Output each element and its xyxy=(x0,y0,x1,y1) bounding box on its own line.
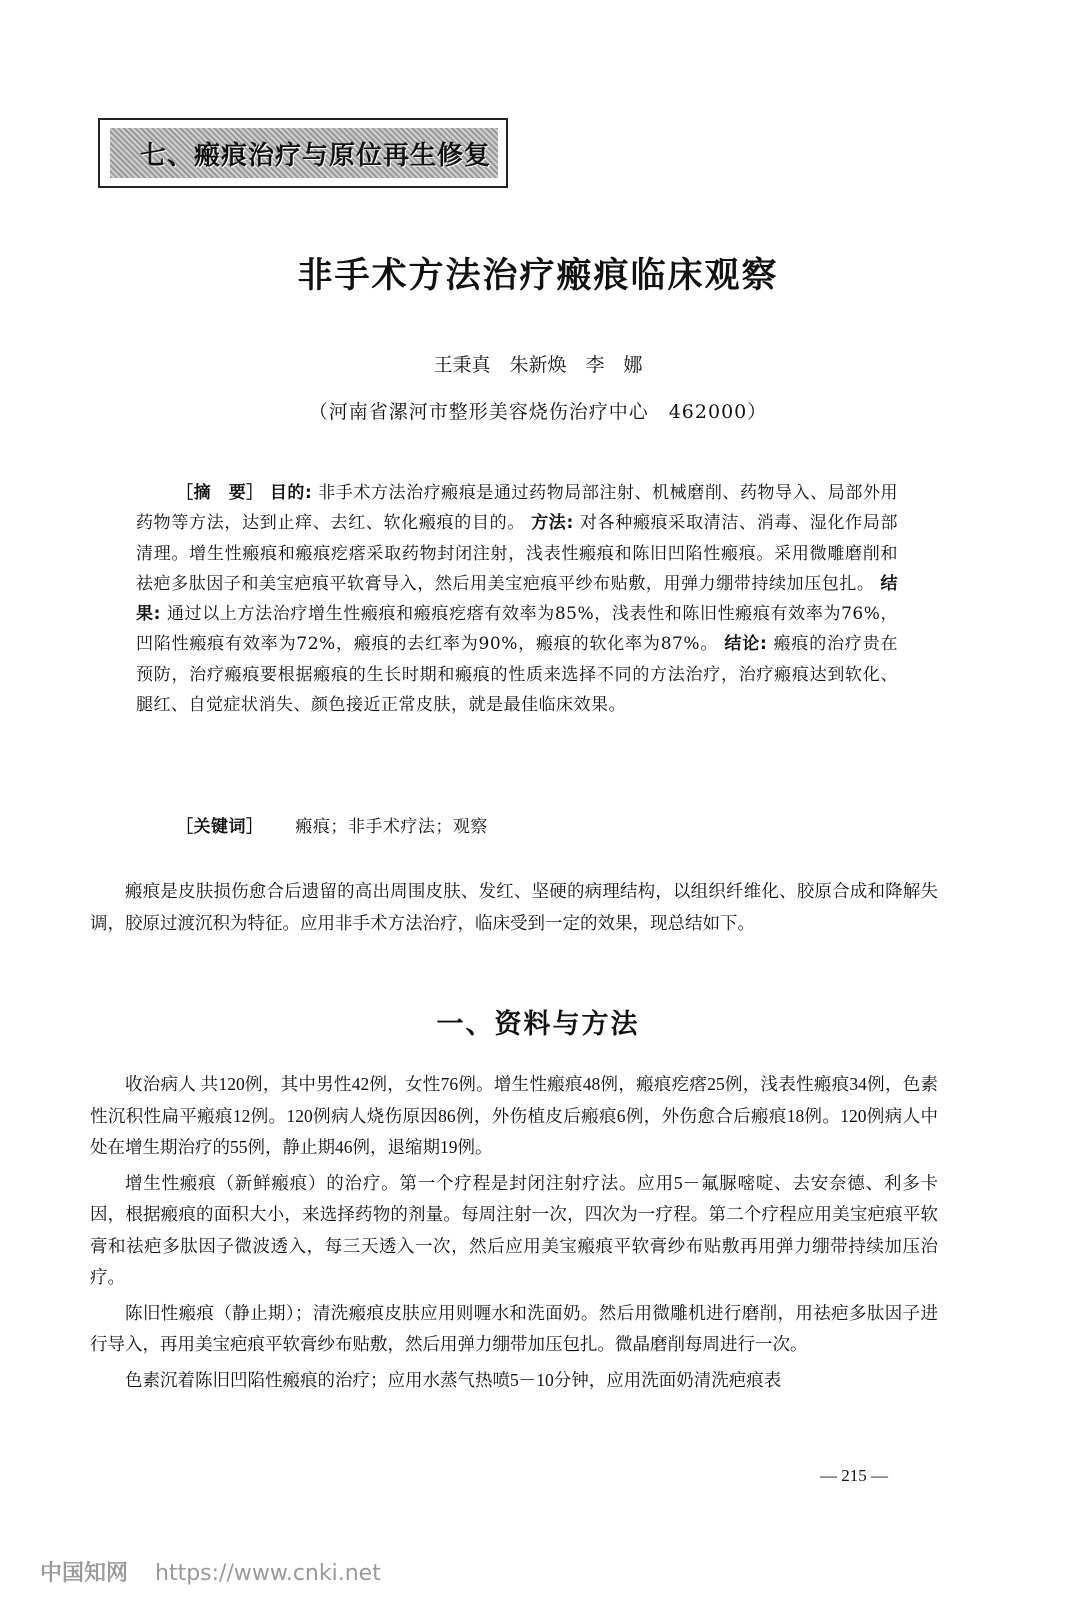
cnki-logo: 中国知网 xyxy=(40,1561,129,1586)
footer xyxy=(40,1556,381,1587)
abstract-result-label: 结果: xyxy=(136,573,899,625)
abstract-result-text: 通过以上方法治疗增生性瘢痕和瘢痕疙瘩有效率为85%，浅表性和陈旧性瘢痕有效率为76%，凹陷性瘢痕有效率为72%，瘢痕的去红率为90%，瘢痕的软化率为87%。 xyxy=(136,604,898,655)
keywords-label: ［关键词］ xyxy=(176,817,264,837)
abstract-purpose-label: 目的: xyxy=(269,483,313,503)
abstract-conclusion-label: 结论: xyxy=(724,634,768,655)
paper-title: 非手术方法治疗瘢痕临床观察 xyxy=(297,256,779,296)
paragraph: 增生性瘢痕（新鲜瘢痕）的治疗。第一个疗程是封闭注射疗法。应用5－氟脲嘧啶、去安奈德、利多卡因，根据瘢痕的面积大小，来选择药物的剂量。每周注射一次，四次为一疗程。第二个疗程应用美宝疤痕平软膏和祛疤多肽因子微波透入，每三天透入一次，然后应用美宝瘢痕平软膏纱布贴敷再用弹力绷带持续加压治疗。 xyxy=(90,1172,938,1287)
keywords xyxy=(176,812,898,837)
cnki-url[interactable]: https://www.cnki.net xyxy=(155,1561,381,1586)
abstract-label: ［摘 要］ xyxy=(176,483,264,503)
paragraph: 收治病人 共120例，其中男性42例，女性76例。增生性瘢痕48例，瘢痕疙瘩25例，浅表性瘢痕34例，色素性沉积性扁平瘢痕12例。120例病人烧伤原因86例，外伤植皮后瘢痕6例，外伤愈合后瘢痕18例。120例病人中处在增生期治疗的55例，静止期46例，退缩期19例。 xyxy=(90,1074,938,1157)
keywords-text: 瘢痕；非手术疗法；观察 xyxy=(295,817,488,837)
page-number: — 215 — xyxy=(820,1466,888,1485)
introduction xyxy=(90,876,938,943)
paragraph: 色素沉着陈旧凹陷性瘢痕的治疗；应用水蒸气热喷5－10分钟，应用洗面奶清洗疤痕表 xyxy=(125,1369,782,1390)
abstract-method-text: 对各种瘢痕采取清洁、消毒、湿化作局部清理。增生性瘢痕和瘢痕疙瘩采取药物封闭注射，浅表性瘢痕和陈旧凹陷性瘢痕。采用微雕磨削和祛疤多肽因子和美宝疤痕平软膏导入，然后用美宝疤痕平纱布贴敷，用弹力绷带持续加压包扎。 xyxy=(136,513,899,594)
abstract xyxy=(136,478,898,720)
section-banner xyxy=(98,118,508,188)
intro-paragraph: 瘢痕是皮肤损伤愈合后遗留的高出周围皮肤、发红、坚硬的病理结构，以组织纤维化、胶原合成和降解失调，胶原过渡沉积为特征。应用非手术方法治疗，临床受到一定的效果，现总结如下。 xyxy=(90,881,938,933)
section-banner-background xyxy=(110,128,498,178)
abstract-method-label: 方法: xyxy=(531,513,574,534)
authors: 王秉真 朱新焕 李 娜 xyxy=(433,354,643,376)
abstract-purpose-text: 非手术方法治疗瘢痕是通过药物局部注射、机械磨削、药物导入、局部外用药物等方法，达到止痒、去红、软化瘢痕的目的。 xyxy=(136,483,899,534)
paragraph: 陈旧性瘢痕（静止期）；清洗瘢痕皮肤应用则喱水和洗面奶。然后用微雕机进行磨削，用祛疤多肽因子进行导入，再用美宝疤痕平软膏纱布贴敷，然后用弹力绷带加压包扎。微晶磨削每周进行一次。 xyxy=(90,1302,938,1354)
abstract-conclusion-text: 瘢痕的治疗贵在预防，治疗瘢痕要根据瘢痕的生长时期和瘢痕的性质来选择不同的方法治疗，治疗瘢痕达到软化、腿红、自觉症状消失、颜色接近正常皮肤，就是最佳临床效果。 xyxy=(136,634,899,716)
affiliation: （河南省漯河市整形美容烧伤治疗中心 462000） xyxy=(308,401,768,423)
section-heading: 一、资料与方法 xyxy=(436,1009,640,1040)
methods-section xyxy=(90,1069,938,1400)
section-banner-text: 七、瘢痕治疗与原位再生修复 xyxy=(140,140,492,171)
